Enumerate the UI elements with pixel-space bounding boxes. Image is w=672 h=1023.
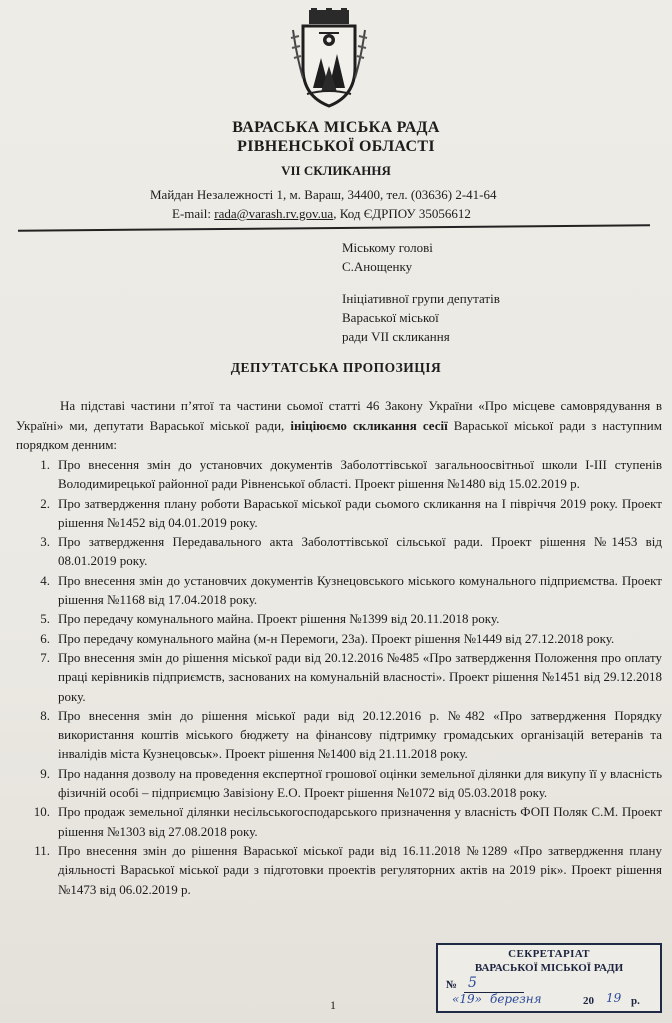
intro-bold: ініціюємо скликання сесії bbox=[290, 417, 448, 433]
email-label: E-mail: bbox=[172, 206, 215, 221]
agenda-number: 9. bbox=[40, 765, 50, 781]
council-title: ВАРАСЬКА МІСЬКА РАДА bbox=[232, 119, 440, 136]
agenda-number: 7. bbox=[40, 649, 50, 665]
agenda-item bbox=[16, 609, 662, 628]
agenda-number: 6. bbox=[40, 630, 50, 646]
agenda-item bbox=[16, 802, 662, 841]
agenda-text: Про внесення змін до установчих документів Заболоттівської загальноосвітньої школи І-ІІІ ступенів Володимирецької районної ради Рівненської області. Проект рішення №1480 від 15.02.2019 р. bbox=[58, 457, 662, 492]
agenda-number: 4. bbox=[40, 572, 50, 588]
recipient-title: Міському голові bbox=[342, 240, 433, 255]
stamp-month: березня bbox=[490, 992, 542, 1006]
agenda-text: Про передачу комунального майна. Проект рішення №1399 від 20.11.2018 року. bbox=[58, 611, 500, 627]
intro-text-1: На підставі частини п’ятої та частини сьомої статті 46 Закону України «Про місцеве самоврядування в Україні» ми, депутати Вараської міської ради, bbox=[16, 398, 662, 433]
agenda-text: Про внесення змін до установчих документів Кузнецовського міського комунального підприємства. Проект рішення №1168 від 17.04.2018 року. bbox=[58, 572, 662, 608]
oblast-title: РІВНЕНСЬКОЇ ОБЛАСТІ bbox=[237, 138, 435, 155]
agenda-item bbox=[16, 764, 662, 803]
recipient-block bbox=[342, 238, 433, 276]
agenda-item bbox=[16, 455, 662, 494]
agenda-list bbox=[16, 455, 662, 899]
agenda-item bbox=[16, 571, 662, 610]
sender-line-1: Ініціативної групи депутатів bbox=[342, 291, 500, 306]
agenda-number: 1. bbox=[40, 457, 50, 472]
agenda-text: Про затвердження плану роботи Вараської міської ради сьомого скликання на І півріччя 2019 року. Проект рішення №1452 від 04.01.2019 року. bbox=[58, 495, 662, 530]
intro-text-2: Вараської міської ради з наступним порядком денним: bbox=[16, 417, 662, 452]
agenda-number: 2. bbox=[40, 495, 50, 511]
stamp-year-suffix: р. bbox=[631, 995, 640, 1007]
agenda-number: 10. bbox=[33, 804, 50, 820]
stamp-day: «19» bbox=[452, 992, 482, 1006]
email-line bbox=[172, 206, 471, 222]
agenda-item bbox=[16, 532, 662, 571]
stamp-year-value: 19 bbox=[606, 991, 622, 1005]
agenda-text: Про затвердження Передавального акта Заболоттівської сільської ради. Проект рішення №1453 від 08.01.2019 року. bbox=[58, 534, 662, 569]
stamp-line-2: ВАРАСЬКОЇ МІСЬКОЇ РАДИ bbox=[474, 962, 624, 974]
agenda-number: 11. bbox=[34, 842, 50, 858]
stamp-number-value: 5 bbox=[468, 975, 477, 991]
agenda-number: 8. bbox=[40, 707, 50, 723]
page-number: 1 bbox=[330, 998, 336, 1012]
registration-stamp bbox=[436, 943, 662, 1013]
address-line: Майдан Незалежності 1, м. Вараш, 34400, тел. (03636) 2-41-64 bbox=[150, 187, 497, 202]
agenda-text: Про внесення змін до рішення міської ради від 20.12.2016 №485 «Про затвердження Положення про оплату праці керівників підприємств, заснованих на комунальній власності». Проект рішення №1451 від 29.12.2018 року. bbox=[58, 649, 662, 704]
email-link[interactable]: rada@varash.rv.gov.ua bbox=[214, 206, 334, 221]
agenda-number: 3. bbox=[40, 534, 50, 550]
sender-line-3: ради VII скликання bbox=[342, 329, 450, 344]
edrpou-code: , Код ЄДРПОУ 35056612 bbox=[333, 206, 471, 221]
agenda-text: Про продаж земельної ділянки несільськогосподарського призначення у власність ФОП Поляк С.М. Проект рішення №1303 від 27.08.2018 року. bbox=[58, 804, 662, 839]
document-title: ДЕПУТАТСЬКА ПРОПОЗИЦІЯ bbox=[230, 360, 442, 375]
header-divider bbox=[18, 224, 650, 232]
agenda-item bbox=[16, 706, 662, 764]
intro-paragraph bbox=[16, 396, 662, 455]
coat-of-arms-emblem bbox=[289, 8, 369, 108]
stamp-number-label: № bbox=[446, 979, 458, 991]
council-name bbox=[0, 118, 672, 156]
agenda-item bbox=[16, 629, 662, 648]
agenda-item bbox=[16, 648, 662, 706]
agenda-text: Про внесення змін до рішення Вараської міської ради від 16.11.2018 №1289 «Про затвердження плану діяльності Вараської міської ради з підготовки проектів регуляторних актів на 2019 рік». Проект рішення №1473 від 06.02.2019 р. bbox=[58, 842, 662, 897]
stamp-year-prefix: 20 bbox=[583, 995, 594, 1007]
agenda-text: Про передачу комунального майна (м-н Перемоги, 23а). Проект рішення №1449 від 27.12.2018 року. bbox=[58, 630, 615, 646]
sender-line-2: Вараської міської bbox=[342, 310, 439, 325]
agenda-item bbox=[16, 494, 662, 533]
agenda-number: 5. bbox=[40, 611, 50, 627]
agenda-text: Про внесення змін до рішення міської ради від 20.12.2016 р. №482 «Про затвердження Порядку використання коштів міського бюджету на фінансову підтримку громадських організацій ветеранів та інвалідів міста Кузнецовськ». Проект рішення №1400 від 21.11.2018 року. bbox=[58, 707, 662, 762]
sender-block bbox=[342, 289, 500, 346]
convocation-title: VII СКЛИКАННЯ bbox=[281, 163, 391, 178]
agenda-text: Про надання дозволу на проведення експертної грошової оцінки земельної ділянки для викупу її у власність фізичній особі – підприємцю Завізіону Е.О. Проект рішення №1072 від 05.03.2018 року. bbox=[58, 765, 662, 801]
recipient-name: С.Анощенку bbox=[342, 259, 413, 274]
stamp-line-1: СЕКРЕТАРІАТ bbox=[508, 948, 590, 960]
agenda-item bbox=[16, 841, 662, 899]
